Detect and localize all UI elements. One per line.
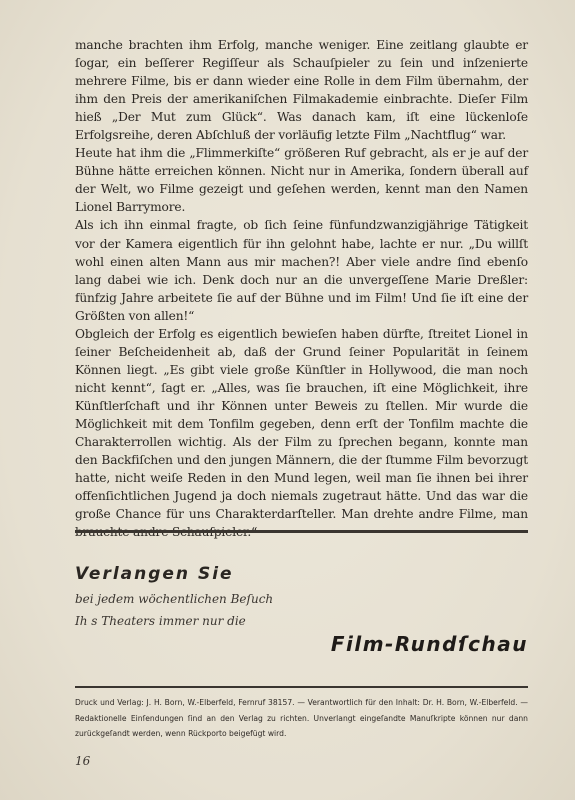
ad-text-line: Ih s Theaters immer nur die <box>75 614 246 628</box>
article-paragraph: Als ich ihn einmal fragte, ob ſich ſeine fünfundzwanzigjährige Tätigkeit vor der Kamera eigentlich für ihn gelohnt habe, lachte er nur. „Du willſt wohl einen alten Mann aus mir machen?! Aber viele andre ſind ebenſo lang dabei wie ich. Denk doch nur an die unvergeſſene Marie Dreßler: fünfzig Jahre arbeitete ſie auf der Bühne und im Film! Und ſie iſt eine der Größten von allen!“ <box>75 218 528 323</box>
ad-brand-name: Film-Rundſchau <box>330 632 528 656</box>
article-paragraph: Obgleich der Erfolg es eigentlich bewieſen haben dürfte, ſtreitet Lionel in ſeiner Beſcheidenheit ab, daß der Grund ſeiner Popularität in ſeinem Können liegt. „Es gibt viele große Künſtler in Hollywood, die man noch nicht kennt“, ſagt er. „Alles, was ſie brauchen, iſt eine Möglichkeit, ihre Künſtlerſchaft und ihr Können unter Beweis zu ſtellen. Mir wurde die Möglichkeit mit dem Tonfilm gegeben, denn erſt der Tonfilm machte die Charakterrollen wichtig. Als der Film zu ſprechen begann, konnte man den Backfiſchen und den jungen Männern, die der ſtumme Film bevorzugt hatte, nicht weiſe Reden in den Mund legen, weil man ſie ihnen bei ihrer offenſichtlichen Jugend ja doch niemals zugetraut hätte. Und das war die große Chance für uns Charakterdarſteller. Man drehte andre Filme, man <box>75 326 528 522</box>
article-paragraph: Heute hat ihm die „Flimmerkiſte“ größeren Ruf gebracht, als er je auf der Bühne hätte erreichen können. Nicht nur in Amerika, ſondern überall auf der Welt, wo Filme gezeigt und geſehen werden, kennt man den Namen Lionel Barrymore. <box>75 146 528 215</box>
section-divider <box>75 530 528 533</box>
imprint-divider <box>75 686 528 688</box>
imprint <box>75 695 528 742</box>
page-number: 16 <box>75 754 91 768</box>
article-paragraph: manche brachten ihm Erfolg, manche weniger. Eine zeitlang glaubte er ſogar, ein beſſerer Regiſſeur als Schauſpieler zu ſein und inſzenierte mehrere Filme, bis er dann wieder eine Rolle in dem Film übernahm, der ihm den Preis der amerikaniſchen Filmakademie einbrachte. Dieſer Film hieß „Der Mut zum Glück“. Was danach kam, iſt eine lückenloſe Erfolgsreihe, deren Abſchluß der vorläufig letzte Film „Nachtflug“ war. <box>75 38 528 143</box>
ad-text-line: bei jedem wöchentlichen Beſuch <box>75 592 274 606</box>
article-body <box>75 36 528 541</box>
ad-headline: Verlangen Sie <box>75 564 234 584</box>
advertisement <box>75 558 528 658</box>
imprint-text: Druck und Verlag: J. H. Born, W.-Elberfeld, Fernruf 38157. — Verantwortlich für den Inhalt: Dr. H. Born, W.-Elberfeld. — Redaktionelle Einſendungen ſind an den Verlag zu richten. Unverlangt eingeſandte Manuſkripte können nur dann zurückgeſandt werden, wenn Rückporto beigefügt wird. <box>75 698 528 738</box>
